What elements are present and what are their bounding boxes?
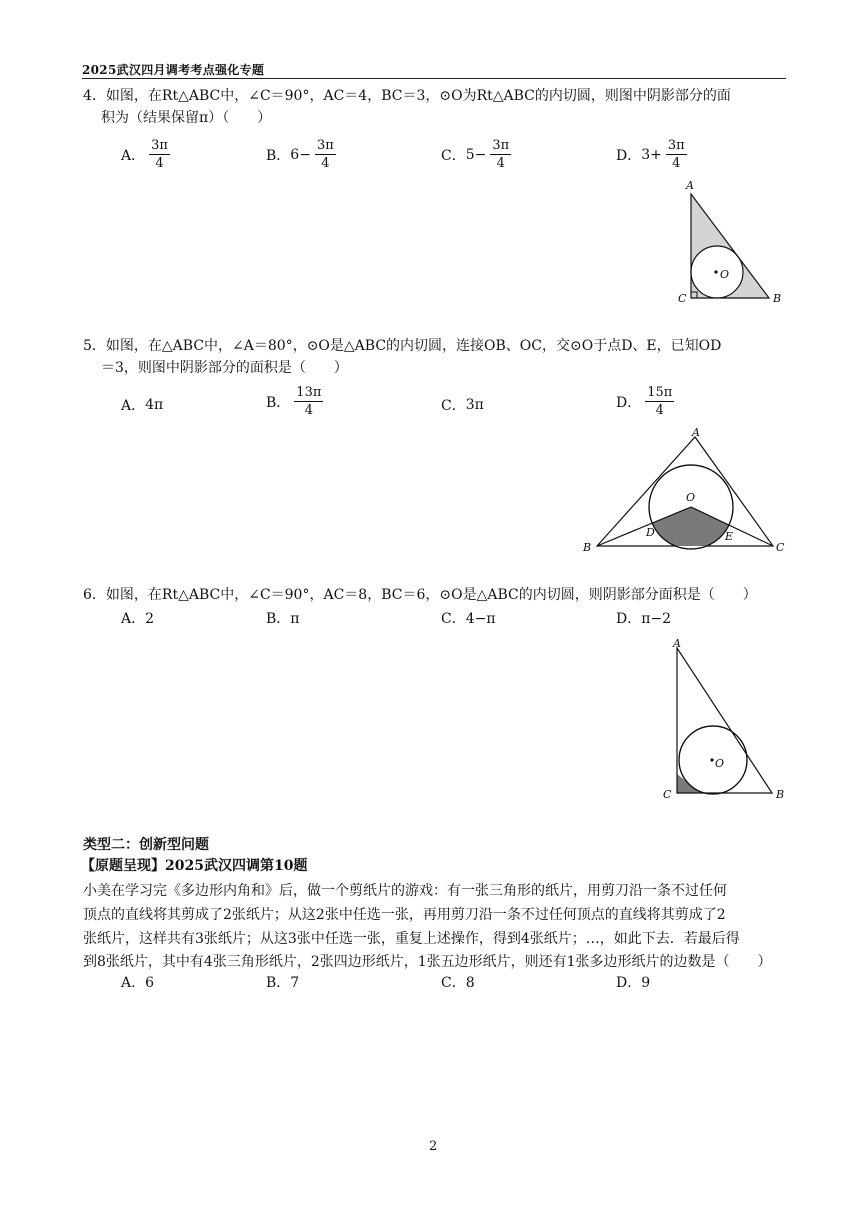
q6-label-o: O xyxy=(715,757,725,770)
fraction: $\frac{3\pi}{4}$ xyxy=(492,138,510,171)
q5-shaded-sector xyxy=(597,507,773,546)
section-body-line3: 张纸片，这样共有3张纸片；从这3张中任选一张，重复上述操作，得到4张纸片；…，如此下去．若最后得 xyxy=(83,931,740,947)
page-header: 2025武汉四月调考考点强化专题 xyxy=(82,63,265,77)
q4-label-c: C xyxy=(678,292,687,305)
q6-option-d: D．π−2 xyxy=(616,611,672,627)
q6-option-a: A．2 xyxy=(121,611,155,627)
q5-label-c: C xyxy=(776,541,785,554)
q4-label-a: A xyxy=(686,179,694,192)
q6-label-c: C xyxy=(663,788,672,801)
q5-option-a: A． 4π xyxy=(121,397,164,414)
q5-label-b: B xyxy=(583,541,592,554)
header-rule xyxy=(82,78,786,79)
q5-label-e: E xyxy=(725,530,734,543)
fraction: $\frac{15\pi}{4}$ xyxy=(647,385,673,418)
q5-stem-line2: ＝3，则图中阴影部分的面积是（ ） xyxy=(101,360,348,376)
q4-stem-line2: 积为（结果保留π）（ ） xyxy=(101,110,272,126)
section-body-line4: 到8张纸片，其中有4张三角形纸片，2张四边形纸片，1张五边形纸片，则还有1张多边形纸片的边数是（ ） xyxy=(83,954,772,970)
q6-label-b: B xyxy=(776,788,785,801)
q6-figure xyxy=(660,634,790,804)
q4-center-dot xyxy=(714,270,717,273)
q6-stem-line1: 6．如图，在Rt△ABC中，∠C＝90°，AC＝8，BC＝6，⊙O是△ABC的内切圆，则阴影部分面积是（ ） xyxy=(83,587,757,603)
q6-option-c: C．4−π xyxy=(441,611,496,627)
fraction: $\frac{3\pi}{4}$ xyxy=(316,138,334,171)
q4-figure xyxy=(672,178,792,306)
q6-option-b: B．π xyxy=(266,611,300,627)
q4-label-o: O xyxy=(720,268,730,281)
section-body-line2: 顶点的直线将其剪成了2张纸片；从这2张中任选一张，再用剪刀沿一条不过任何顶点的直线将其剪成了2 xyxy=(83,907,726,923)
fraction: $\frac{13\pi}{4}$ xyxy=(296,385,322,418)
q4-option-a: A． $\frac{3\pi}{4}$ xyxy=(121,138,168,171)
q5-label-a: A xyxy=(692,426,700,439)
q6-label-a: A xyxy=(673,637,681,650)
q5-label-d: D xyxy=(646,526,655,539)
section-option-a: A．6 xyxy=(121,975,155,991)
section-title: 类型二：创新型问题 xyxy=(83,837,209,853)
q5-stem-line1: 5．如图，在△ABC中，∠A＝80°，⊙O是△ABC的内切圆，连接OB、OC，交⊙O于点D、E，已知OD xyxy=(83,338,722,354)
q5-option-c: C． 3π xyxy=(441,397,484,414)
q6-center-dot xyxy=(710,758,713,761)
section-subtitle: 【原题呈现】2025武汉四调第10题 xyxy=(81,858,308,874)
section-option-c: C．8 xyxy=(441,975,475,991)
q4-label-b: B xyxy=(773,292,782,305)
q5-option-b: B． $\frac{13\pi}{4}$ xyxy=(266,385,322,418)
section-option-d: D．9 xyxy=(616,975,651,991)
q4-stem-line1: 4．如图，在Rt△ABC中，∠C＝90°，AC＝4，BC＝3，⊙O为Rt△ABC的内切圆，则图中阴影部分的面 xyxy=(83,88,731,104)
section-body-line1: 小美在学习完《多边形内角和》后，做一个剪纸片的游戏：有一张三角形的纸片，用剪刀沿一条不过任何 xyxy=(83,883,727,899)
q5-option-d: D． $\frac{15\pi}{4}$ xyxy=(616,385,673,418)
fraction: $\frac{3\pi}{4}$ xyxy=(151,138,168,171)
q5-figure xyxy=(578,425,790,558)
q5-label-o: O xyxy=(686,491,696,504)
section-option-b: B．7 xyxy=(266,975,300,991)
fraction: $\frac{3\pi}{4}$ xyxy=(667,138,685,171)
q4-option-c: C． 5− $\frac{3\pi}{4}$ xyxy=(441,138,510,171)
q4-option-d: D． 3+ $\frac{3\pi}{4}$ xyxy=(616,138,685,171)
page-number: 2 xyxy=(429,1139,438,1154)
q4-option-b: B． 6− $\frac{3\pi}{4}$ xyxy=(266,138,334,171)
